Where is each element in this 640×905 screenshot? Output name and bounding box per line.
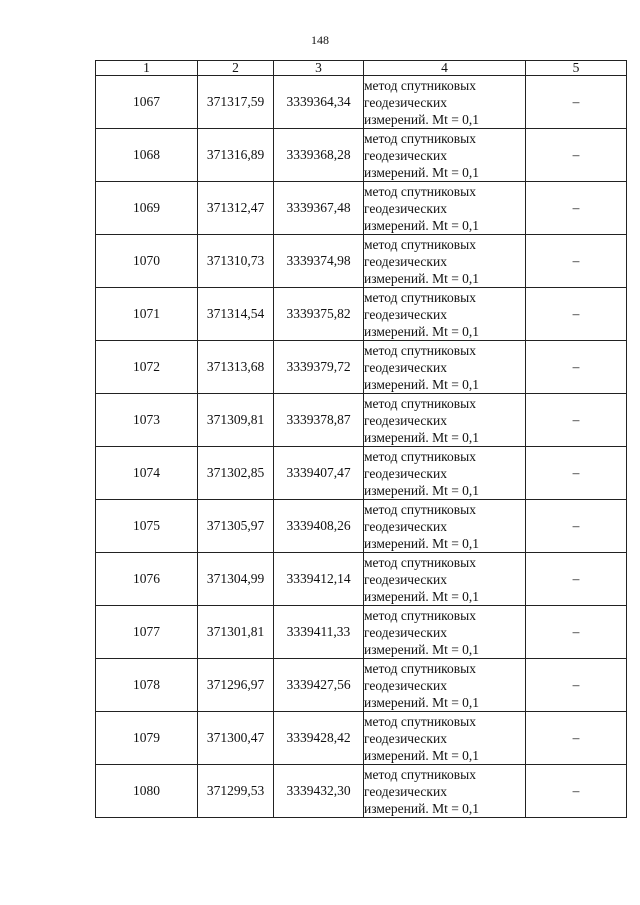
method-line: измерений. Mt = 0,1	[364, 800, 480, 816]
method-line: измерений. Mt = 0,1	[364, 376, 480, 392]
y-coordinate-cell: 3339427,56	[274, 659, 364, 712]
y-coordinate-cell: 3339375,82	[274, 288, 364, 341]
table-header-row	[96, 61, 627, 76]
y-coordinate-cell: 3339411,33	[274, 606, 364, 659]
method-line: геодезических	[364, 518, 447, 534]
x-coordinate-cell: 371304,99	[198, 553, 274, 606]
method-line: геодезических	[364, 571, 447, 587]
x-coordinate-cell: 371299,53	[198, 765, 274, 818]
table-row	[96, 76, 627, 129]
page-number: 148	[311, 33, 329, 47]
y-coordinate-cell: 3339374,98	[274, 235, 364, 288]
x-coordinate-cell: 371317,59	[198, 76, 274, 129]
method-line: измерений. Mt = 0,1	[364, 111, 480, 127]
table-row	[96, 341, 627, 394]
y-coordinate-cell: 3339432,30	[274, 765, 364, 818]
column-header-2: 2	[198, 61, 274, 76]
method-cell	[364, 659, 526, 712]
column-5-cell: –	[526, 606, 627, 659]
table-row	[96, 394, 627, 447]
y-coordinate-cell: 3339364,34	[274, 76, 364, 129]
method-cell	[364, 447, 526, 500]
method-line: метод спутниковых	[364, 342, 476, 358]
method-line: геодезических	[364, 94, 447, 110]
column-5-cell: –	[526, 182, 627, 235]
method-line: геодезических	[364, 465, 447, 481]
method-line: метод спутниковых	[364, 183, 476, 199]
column-header-5: 5	[526, 61, 627, 76]
method-line: измерений. Mt = 0,1	[364, 535, 480, 551]
method-line: метод спутниковых	[364, 607, 476, 623]
column-5-cell: –	[526, 659, 627, 712]
method-cell	[364, 553, 526, 606]
table-row	[96, 500, 627, 553]
method-cell	[364, 606, 526, 659]
method-cell	[364, 76, 526, 129]
point-number-cell: 1069	[96, 182, 198, 235]
method-cell	[364, 182, 526, 235]
method-line: геодезических	[364, 306, 447, 322]
point-number-cell: 1079	[96, 712, 198, 765]
y-coordinate-cell: 3339407,47	[274, 447, 364, 500]
point-number-cell: 1077	[96, 606, 198, 659]
y-coordinate-cell: 3339378,87	[274, 394, 364, 447]
method-cell	[364, 765, 526, 818]
coordinates-table	[95, 60, 627, 818]
method-line: геодезических	[364, 200, 447, 216]
method-line: метод спутниковых	[364, 501, 476, 517]
point-number-cell: 1078	[96, 659, 198, 712]
method-line: измерений. Mt = 0,1	[364, 694, 480, 710]
point-number-cell: 1073	[96, 394, 198, 447]
method-line: метод спутниковых	[364, 130, 476, 146]
x-coordinate-cell: 371312,47	[198, 182, 274, 235]
method-cell	[364, 235, 526, 288]
method-line: метод спутниковых	[364, 554, 476, 570]
x-coordinate-cell: 371310,73	[198, 235, 274, 288]
x-coordinate-cell: 371316,89	[198, 129, 274, 182]
method-line: метод спутниковых	[364, 713, 476, 729]
x-coordinate-cell: 371305,97	[198, 500, 274, 553]
method-cell	[364, 712, 526, 765]
method-cell	[364, 129, 526, 182]
column-5-cell: –	[526, 76, 627, 129]
column-5-cell: –	[526, 288, 627, 341]
table-row	[96, 606, 627, 659]
table-row	[96, 235, 627, 288]
method-cell	[364, 500, 526, 553]
method-line: геодезических	[364, 783, 447, 799]
table-row	[96, 659, 627, 712]
method-line: измерений. Mt = 0,1	[364, 747, 480, 763]
method-line: геодезических	[364, 359, 447, 375]
method-cell	[364, 341, 526, 394]
y-coordinate-cell: 3339428,42	[274, 712, 364, 765]
method-line: измерений. Mt = 0,1	[364, 588, 480, 604]
y-coordinate-cell: 3339379,72	[274, 341, 364, 394]
table-row	[96, 712, 627, 765]
column-5-cell: –	[526, 129, 627, 182]
y-coordinate-cell: 3339408,26	[274, 500, 364, 553]
method-line: геодезических	[364, 253, 447, 269]
method-line: геодезических	[364, 147, 447, 163]
x-coordinate-cell: 371296,97	[198, 659, 274, 712]
method-line: измерений. Mt = 0,1	[364, 270, 480, 286]
point-number-cell: 1080	[96, 765, 198, 818]
column-5-cell: –	[526, 765, 627, 818]
point-number-cell: 1067	[96, 76, 198, 129]
method-line: геодезических	[364, 412, 447, 428]
y-coordinate-cell: 3339367,48	[274, 182, 364, 235]
method-cell	[364, 288, 526, 341]
x-coordinate-cell: 371313,68	[198, 341, 274, 394]
method-cell	[364, 394, 526, 447]
column-header-3: 3	[274, 61, 364, 76]
column-5-cell: –	[526, 394, 627, 447]
column-5-cell: –	[526, 553, 627, 606]
column-header-4: 4	[364, 61, 526, 76]
table-body	[96, 61, 627, 818]
method-line: геодезических	[364, 730, 447, 746]
point-number-cell: 1075	[96, 500, 198, 553]
x-coordinate-cell: 371300,47	[198, 712, 274, 765]
x-coordinate-cell: 371301,81	[198, 606, 274, 659]
method-line: измерений. Mt = 0,1	[364, 482, 480, 498]
method-line: измерений. Mt = 0,1	[364, 429, 480, 445]
method-line: метод спутниковых	[364, 766, 476, 782]
method-line: измерений. Mt = 0,1	[364, 217, 480, 233]
x-coordinate-cell: 371309,81	[198, 394, 274, 447]
table-row	[96, 765, 627, 818]
method-line: измерений. Mt = 0,1	[364, 641, 480, 657]
column-5-cell: –	[526, 447, 627, 500]
y-coordinate-cell: 3339412,14	[274, 553, 364, 606]
column-5-cell: –	[526, 500, 627, 553]
table-row	[96, 553, 627, 606]
point-number-cell: 1070	[96, 235, 198, 288]
method-line: геодезических	[364, 624, 447, 640]
point-number-cell: 1071	[96, 288, 198, 341]
table-row	[96, 182, 627, 235]
column-5-cell: –	[526, 341, 627, 394]
y-coordinate-cell: 3339368,28	[274, 129, 364, 182]
table-row	[96, 288, 627, 341]
method-line: метод спутниковых	[364, 77, 476, 93]
table-row	[96, 447, 627, 500]
column-header-1: 1	[96, 61, 198, 76]
method-line: метод спутниковых	[364, 448, 476, 464]
method-line: метод спутниковых	[364, 236, 476, 252]
point-number-cell: 1068	[96, 129, 198, 182]
point-number-cell: 1074	[96, 447, 198, 500]
x-coordinate-cell: 371314,54	[198, 288, 274, 341]
point-number-cell: 1072	[96, 341, 198, 394]
column-5-cell: –	[526, 235, 627, 288]
table-row	[96, 129, 627, 182]
method-line: геодезических	[364, 677, 447, 693]
x-coordinate-cell: 371302,85	[198, 447, 274, 500]
method-line: метод спутниковых	[364, 289, 476, 305]
method-line: метод спутниковых	[364, 660, 476, 676]
method-line: измерений. Mt = 0,1	[364, 164, 480, 180]
point-number-cell: 1076	[96, 553, 198, 606]
method-line: метод спутниковых	[364, 395, 476, 411]
column-5-cell: –	[526, 712, 627, 765]
method-line: измерений. Mt = 0,1	[364, 323, 480, 339]
